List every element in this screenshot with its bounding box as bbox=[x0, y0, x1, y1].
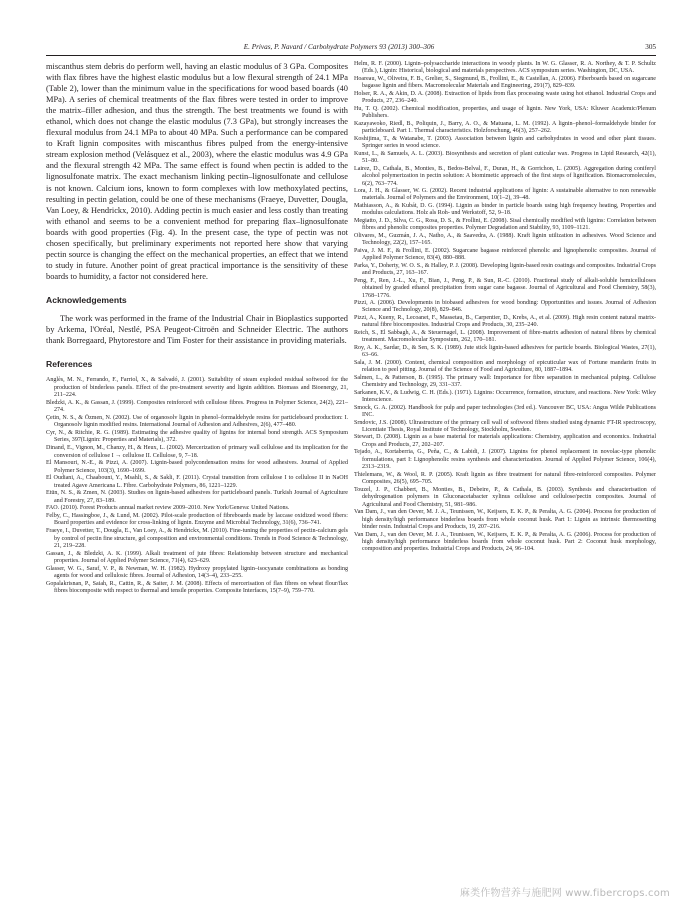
reference-entry: Smock, G. A. (2002). Handbook for pulp and paper technologies (3rd ed.). Vancouver BC, USA: Angus Wilde Publications INC. bbox=[354, 404, 656, 419]
reference-entry: Gassan, J., & Bledzki, A. K. (1999). Alkali treatment of jute fibres: Relationship between structure and mechanical properties. Journal of Applied Polymer Science, 71(4), 623–629. bbox=[46, 550, 348, 565]
reference-entry: Hoareau, W., Oliveira, F. B., Grelier, S., Siegmund, B., Frollini, E., & Castellan, A. (2006). Fiberboards based on sugarcane bagasse lignin and fibers. Macromolecular Materials and Engineering, 291(7), 829–839. bbox=[354, 75, 656, 90]
reference-entry: Van Dam, J., van den Oever, M. J. A., Teunissen, W., Keijsers, E. K. P., & Peralta, A. G. (2006). Process for production of high density/high performance binderless boards from whole coconut husk. Part 2: Coconut husk morphology, composition and properties. Industrial Crops and Products, 24, 96–104. bbox=[354, 531, 656, 553]
references-heading: References bbox=[46, 359, 93, 370]
reference-entry: Cyr, N., & Ritchie, R. G. (1989). Estimating the adhesive quality of lignins for internal bond strength. ACS Symposium Series, 397(Lignin: Properties and Materials), 372. bbox=[46, 429, 348, 444]
reference-entry: El Oudiani, A., Chaabouni, Y., Msahli, S., & Sakli, F. (2011). Crystal transition from cellulose I to cellulose II in NaOH treated Agave Americana L. Fibre. Carbohydrate Polymers, 86, 1221–1229. bbox=[46, 475, 348, 489]
reference-entry: Stewart, D. (2008). Lignin as a base material for materials applications: Chemistry, application and economics. Industrial Crops and Products, 27, 202–207. bbox=[354, 434, 656, 448]
reference-entry: Peng, F., Ren, J.-L., Xu, F., Bian, J., Peng, P., & Sun, R.-C. (2010). Fractional study of alkali-soluble hemicelluloses obtained by graded ethanol precipitation from sugar cane bagasse. Journal of Agricultural and Food Chemistry, 58(3), 1768–1776. bbox=[354, 277, 656, 299]
reference-entry: Dinand, E., Vignon, M., Chanzy, H., & Heux, L. (2002). Mercerization of primary wall cellulose and its implication for the conversion of cellulose I → cellulose II. Cellulose, 9, 7–18. bbox=[46, 445, 348, 459]
discussion-paragraph: miscanthus stem debris do perform well, having an elastic modulus of 3 GPa. Composites with flax fibres have the highest elastic modulus but a low flexural strength of 24.1 MPa (Table 2), lower than the minimum value in the specifications for wood based boards (40 MPa). A series of chemical treatments of the flax fibres were tested in order to improve the matrix–filler adhesion, and thus the strength. The best treatments we found is with ethanol, which does not change the elastic modulus (7.3 GPa), but strongly increases the flexural modulus from 24.1 MPa to about 40 MPa. Such a performance can be compared to Kraft lignin composites with miscanthus fibres pulped from the energy-intensive stream explosion method (Velásquez et al., 2003), where the elastic modulus was 4.9 GPa and the flexural strength 42 MPa. The same effect is found when pectin is added to the lignosulfonate matrix. The exact mechanism linking pectin–lignosulfonate and cellulose is not known. Calcium ions, known to form complexes with low methoxylated pectins, resulting in pectin gelation, could be one of these mechanisms (Fraeye, Duvetter, Dougla, Van Loey, & Hendrickx, 2010). Adding pectin is much easier and less costly than treating with ethanol and seems to be a convenient method for preparing flax–lignosulfonate boards with good properties (Fig. 4). In the present case, the type of pectin was not chosen specifically, but preliminary experiments not reported here show that varying pectin source is changing the effect on the mechanical properties, an effect that we intend to study in future. Another point of great practical importance is the sensitivity of these boards to humidity, a factor not considered here. bbox=[46, 62, 348, 281]
reference-entry: Van Dam, J., van den Oever, M. J. A., Teunissen, W., Keijsers, E. K. P., & Peralta, A. G. (2004). Process for production of high density/high performance binderless boards from whole coconut husk. Part 1: Lignin as intrinsic thermosetting binder resin. Industrial Crops and Products, 19, 207–216. bbox=[354, 509, 656, 531]
reference-entry: Touzel, J. P., Chabbert, B., Monties, B., Debeire, P., & Cathala, B. (2003). Synthesis and characterisation of dehydrogenation polymers in Gluconacetabacter xylinus cellulose and cellulose/pectin composites. Journal of Agricultural and Food Chemistry, 51, 981–986. bbox=[354, 486, 656, 508]
reference-entry: Olivares, M., Guzmán, J. A., Natho, A., & Saavedra, A. (1988). Kraft lignin utilization in adhesives. Wood Science and Technology, 22(2), 157–165. bbox=[354, 232, 656, 247]
reference-entry: Thielemans, W., & Wool, R. P. (2005). Kraft lignin as fibre treatment for natural fibre-reinforced composites. Polymer Composites, 26(5), 695–705. bbox=[354, 471, 656, 486]
reference-entry: Mathiasson, A., & Kubát, D. G. (1994). Lignin as binder in particle boards using high frequency heating, Properties and modulus calculations. Holz als Roh- und Werkstoff, 52, 9–18. bbox=[354, 202, 656, 217]
acknowledgements-text: The work was performed in the frame of the Industrial Chair in Bioplastics supported by Arkema, l'Oréal, Nestlé, PSA Peugeot-Citroën and Schneider Electric. The authors thank Borregaard, Phytorestore and Tim Foster for their assistance in providing materials. bbox=[46, 313, 348, 346]
reference-entry: Roy, A. K., Sardar, D., & Sen, S. K. (1989). Jute stick lignin-based adhesives for particle boards. Biological Wastes, 27(1), 63–66. bbox=[354, 344, 656, 359]
page-number: 305 bbox=[645, 43, 656, 51]
reference-entry: Sala, J. M. (2000). Content, chemical composition and morphology of epicuticular wax of Fortune mandarin fruits in relation to peel pitting. Journal of the Science of Food and Agriculture, 80, 1887–1894. bbox=[354, 359, 656, 374]
reference-entry: Glasser, W. G., Saraf, V. P., & Newman, W. H. (1982). Hydroxy propylated lignin–isocyanate combinations as bonding agents for wood and cellulosic fibres. Journal of Adhesion, 14(3–4), 233–255. bbox=[46, 565, 348, 580]
header-rule bbox=[46, 55, 656, 56]
reference-entry: Etün, N. S., & Zmen, N. (2003). Studies on lignin-based adhesives for particleboard panels. Turkish Journal of Agriculture and Forestry, 27, 83–189. bbox=[46, 490, 348, 504]
reference-entry: Hu, T. Q. (2002). Chemical modification, properties, and usage of lignin. New York, USA: Kluwer Academic/Plenum Publishers. bbox=[354, 105, 656, 120]
reference-entry: Parka, Y., Doherty, W. O. S., & Halley, P. J. (2008). Developing lignin-based resin coatings and composites. Industrial Crops and Products, 27, 163–167. bbox=[354, 262, 656, 277]
reference-entry: Reich, S., El Sabbagh, A., & Steuernagel, L. (2008). Improvement of fibre-matrix adhesion of natural fibres by chemical treatment. Macromolecular Symposium, 262, 170–181. bbox=[354, 329, 656, 344]
running-head: E. Privas, P. Navard / Carbohydrate Polymers 93 (2013) 300–306 bbox=[243, 43, 435, 51]
left-column bbox=[46, 61, 348, 596]
reference-entry: Helm, R. F. (2000). Lignin–polysaccharide interactions in woody plants. In W. G. Glasser, R. A. Northey, & T. P. Schultz (Eds.), Lignin: Historical, biological and materials perspectives. ACS symposium series. Washington, DC, USA. bbox=[354, 61, 656, 75]
acknowledgements-heading: Acknowledgements bbox=[46, 294, 127, 305]
reference-entry: Çetin, N. S., & Özmen, N. (2002). Use of organosolv lignin in phenol–formaldehyde resins for particleboard production: I. Organosolv lignin modified resins. International Journal of Adhesion and Adhesives, 2(6), 477–480. bbox=[46, 414, 348, 429]
reference-entry: Bledzki, A. K., & Gassan, J. (1999). Composites reinforced with cellulose fibres. Progress in Polymer Science, 24(2), 221–274. bbox=[46, 399, 348, 414]
reference-list-left bbox=[46, 377, 348, 596]
reference-entry: Pizzi, A. (2006). Developments in biobased adhesives for wood bonding: Opportunities and issues. Journal of Adhesion Science and Technology, 20(8), 829–846. bbox=[354, 300, 656, 314]
watermark: 麻类作物营养与施肥网 www.fibercrops.com bbox=[459, 888, 670, 899]
reference-entry: Sarkanen, K.V., & Ludwig, C. H. (Eds.). (1971). Lignins: Occurrence, formation, structure, and reactions. New York: Wiley Interscience. bbox=[354, 389, 656, 404]
reference-entry: Lairez, D., Cathala, B., Monties, B., Bedos-Belval, F., Duran, H., & Gorrichon, L. (2005). Aggregation during coniferyl alcohol polymerization in pectin solution: A biomimetic approach of the first steps of lignification. Biomacromolecules, 6(2), 763–774. bbox=[354, 165, 656, 187]
reference-entry: Anglès, M. N., Ferrando, F., Farriol, X., & Salvadó, J. (2001). Suitability of steam exploded residual softwood for the production of binderless panels. Effect of the pre-treatment severity and lignin addition. Biomass and Bioenergy, 21, 211–224. bbox=[46, 377, 348, 399]
reference-entry: Koshijima, T., & Watanabe, T. (2003). Association between lignin and carbohydrates in wood and other plant tissues. Springer series in wood science. bbox=[354, 135, 656, 150]
reference-entry: Kazayawoko, Riedl, B., Poliquin, J., Barry, A. O., & Matuana, L. M. (1992). A lignin–phenol–formaldehyde binder for particleboard. Part 1. Thermal characteristics. Holzforschung, 46(3), 257–262. bbox=[354, 120, 656, 135]
reference-entry: Felby, C., Hassingboe, J., & Lund, M. (2002). Pilot-scale production of fibreboards made by laccase oxidized wood fibers: Board properties and evidence for cross-linking of lignin. Enzyme and Microbial Technology, 31(6), 736–741. bbox=[46, 512, 348, 527]
right-column bbox=[354, 61, 656, 554]
reference-entry: Holser, R. A., & Akin, D. A. (2008). Extraction of lipids from flax processing waste using hot ethanol. Industrial Crops and Products, 27, 236–240. bbox=[354, 90, 656, 105]
reference-entry: Megiatto, J. D., Silva, C. G., Rosa, D. S., & Frollini, E. (2008). Sisal chemically modified with lignins: Correlation between fibres and phenolic composites properties. Polymer Degradation and Stability, 93, 1109–1121. bbox=[354, 217, 656, 232]
reference-entry: El Mansouri, N.-E., & Pizzi, A. (2007). Lignin-based polycondensation resins for wood adhesives. Journal of Applied Polymer Science, 103(3), 1690–1699. bbox=[46, 460, 348, 474]
reference-entry: Paiva, J. M. F., & Frollini, E. (2002). Sugarcane bagasse reinforced phenolic and lignophenolic composites. Journal of Applied Polymer Science, 83(4), 880–888. bbox=[354, 247, 656, 262]
reference-entry: Srndovic, J.S. (2008). Ultrastructure of the primary cell wall of softwood fibres studied using dynamic FT-IR spectroscopy, Licentiate Thesis, Royal Institute of Technology, Stockholm, Sweden. bbox=[354, 419, 656, 433]
reference-list-right bbox=[354, 61, 656, 554]
reference-entry: Gopalakrisnan, P., Saiah, R., Cattin, R., & Saiter, J. M. (2008). Effects of mercerisation of flax fibres on wheat flour/flax fibres biocomposite with respect to thermal and tensile properties. Composite Interfaces, 15(7–9), 759–770. bbox=[46, 580, 348, 595]
reference-entry: Salmen, L., & Patterson, B. (1995). The primary wall: Importance for fibre separation in mechanical pulping. Cellulose Chemistry and Technology, 29, 331–337. bbox=[354, 374, 656, 389]
reference-entry: Lora, J. H., & Glasser, W. G. (2002). Recent industrial applications of lignin: A sustainable alternative to non renewable materials. Journal of Polymers and the Environment, 10(1–2), 39–48. bbox=[354, 187, 656, 202]
reference-entry: Tejado, A., Kortaberria, G., Peña, C., & Labidi, J. (2007). Lignins for phenol replacement in novolac-type phenolic formulations, part I: Lignophenolic resins synthesis and characterization. Journal of Applied Polymer Science, 106(4), 2313–2319. bbox=[354, 449, 656, 471]
reference-entry: Fraeye, I., Duvetter, T., Dougla, E., Van Loey, A., & Hendrickx, M. (2010). Fine-tuning the properties of pectin-calcium gels by control of pectin fine structure, gel composition and environmental conditions. Trends in Food Science & Technology, 21, 219–228. bbox=[46, 528, 348, 550]
reference-entry: Pizzi, A., Kueny, R., Lecoanet, F., Massetau, B., Carpentier, D., Krebs, A., et al. (2009). High resin content natural matrix-natural fibre biocomposites. Industrial Crops and Products, 30, 235–240. bbox=[354, 314, 656, 329]
reference-entry: Kunst, L., & Samuels, A. L. (2003). Biosynthesis and secretion of plant cuticular wax. Progress in Lipid Research, 42(1), 51–80. bbox=[354, 150, 656, 165]
reference-entry: FAO. (2010). Forest Products annual market review 2009–2010. New York/Geneva: United Nations. bbox=[46, 505, 290, 512]
